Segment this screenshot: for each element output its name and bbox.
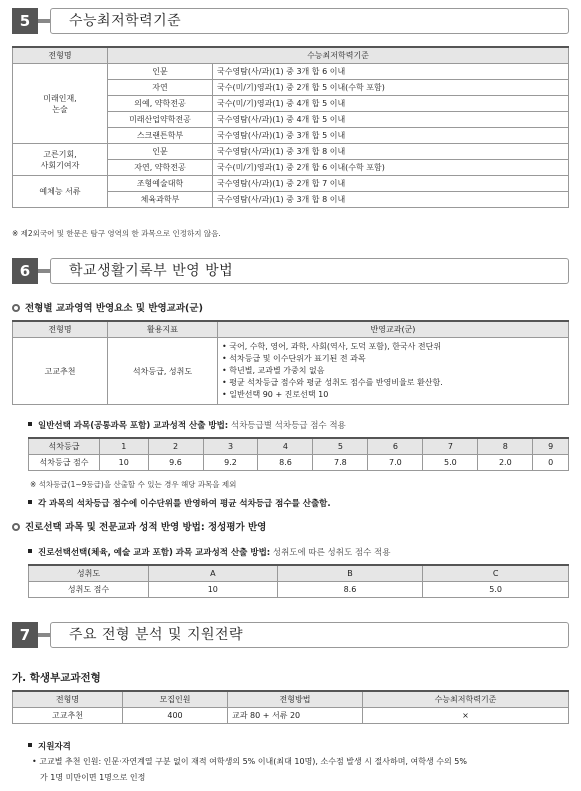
grade-score-cell: 5.0 xyxy=(423,455,478,471)
section-6-header xyxy=(12,258,569,284)
criteria-cell: 국수영탐(사/과)(1) 중 3개 합 5 이내 xyxy=(213,128,569,144)
note: ※ 석차등급(1~9등급)을 산출할 수 있는 경우 해당 과목을 제외 xyxy=(30,480,237,489)
grade-header: 3 xyxy=(203,438,258,455)
grade-score-cell: 2.0 xyxy=(478,455,533,471)
col-header: 모집인원 xyxy=(123,691,228,708)
criteria-cell: 국수영탐(사/과)(1) 중 3개 합 8 이내 xyxy=(213,192,569,208)
connector xyxy=(38,19,50,23)
grade-header: 7 xyxy=(423,438,478,455)
achievement-header: A xyxy=(149,565,278,582)
criteria-list-cell xyxy=(218,338,569,405)
criteria-cell: 국수영탐(사/과)(1) 중 3개 합 6 이내 xyxy=(213,64,569,80)
grade-score-cell: 10 xyxy=(100,455,149,471)
grade-header: 8 xyxy=(478,438,533,455)
grade-header: 6 xyxy=(368,438,423,455)
criteria-point: • 평균 석차등급 점수와 평균 성취도 점수를 반영비율로 환산함. xyxy=(222,378,443,387)
qualification-text: 가 1명 미만이면 1명으로 인정 xyxy=(40,773,146,782)
section-5-header xyxy=(12,8,569,34)
grade-header: 5 xyxy=(313,438,368,455)
grade-score-cell: 9.2 xyxy=(203,455,258,471)
table-row xyxy=(13,64,569,80)
criteria-point: • 국어, 수학, 영어, 과학, 사회(역사, 도덕 포함), 한국사 전단위 xyxy=(222,342,442,351)
col-header: 전형명 xyxy=(13,47,108,64)
col-header: 전형명 xyxy=(13,691,123,708)
track-cell: 체육과학부 xyxy=(108,192,213,208)
ring-icon xyxy=(12,304,20,312)
table-cell: × xyxy=(363,708,569,724)
track-cell: 자연 xyxy=(108,80,213,96)
qualification-title: 지원자격 xyxy=(28,740,71,752)
group-name-cell: 고른기회, 사회기여자 xyxy=(13,144,108,176)
table-cell: 고교추천 xyxy=(13,708,123,724)
achievement-score-table xyxy=(28,564,569,598)
group-name-cell: 예체능 서류 xyxy=(13,176,108,208)
col-header: 수능최저학력기준 xyxy=(363,691,569,708)
group-name-cell: 미래인재, 논술 xyxy=(13,64,108,144)
grade-score-cell: 7.8 xyxy=(313,455,368,471)
criteria-point: • 석차등급 및 이수단위가 표기된 전 과목 xyxy=(222,354,366,363)
grade-header: 1 xyxy=(100,438,149,455)
criteria-cell: 국수영탐(사/과)(1) 중 2개 합 7 이내 xyxy=(213,176,569,192)
achievement-score-cell: 8.6 xyxy=(277,582,423,598)
criteria-cell: 국수(미/기)영과(1) 중 4개 합 5 이내 xyxy=(213,96,569,112)
grade-header: 9 xyxy=(533,438,569,455)
track-cell: 자연, 약학전공 xyxy=(108,160,213,176)
col-header: 활용지표 xyxy=(108,321,218,338)
track-cell: 미래산업약학전공 xyxy=(108,112,213,128)
track-cell: 스크랜튼학부 xyxy=(108,128,213,144)
subsection-title: 전형별 교과영역 반영요소 및 반영교과(군) xyxy=(12,300,203,314)
method-bullet: 일반선택 과목(공통과목 포함) 교과성적 산출 방법: 석차등급별 석차등급 점수 적용 xyxy=(28,419,346,431)
min-score-table xyxy=(12,46,569,208)
grade-header: 2 xyxy=(148,438,203,455)
method-bullet: 각 과목의 석차등급 점수에 이수단위를 반영하여 평균 석차등급 점수를 산출함. xyxy=(28,497,331,509)
section-title: 수능최저학력기준 xyxy=(50,8,569,34)
col-header: 수능최저학력기준 xyxy=(108,47,569,64)
table-row xyxy=(13,144,569,160)
connector xyxy=(38,633,50,637)
row-label: 석차등급 점수 xyxy=(29,455,100,471)
row-label: 석차등급 xyxy=(29,438,100,455)
ring-icon xyxy=(12,523,20,531)
col-header: 전형명 xyxy=(13,321,108,338)
achievement-header: B xyxy=(277,565,423,582)
qualification-text: • 고교별 추천 인원: 인문·자연계열 구분 없이 재적 여학생의 5% 이내(최대 10명), 소수점 발생 시 절사하며, 여학생 수의 5% xyxy=(32,757,467,766)
section-7-header xyxy=(12,622,569,648)
section-number: 6 xyxy=(12,258,38,284)
section-title: 주요 전형 분석 및 지원전략 xyxy=(50,622,569,648)
note: ※ 제2외국어 및 한문은 탐구 영역의 한 과목으로 인정하지 않음. xyxy=(12,229,221,238)
criteria-point: • 학년별, 교과별 가중치 없음 xyxy=(222,366,325,375)
col-header: 반영교과(군) xyxy=(218,321,569,338)
section-title: 학교생활기록부 반영 방법 xyxy=(50,258,569,284)
criteria-cell: 국수(미/기)영과(1) 중 2개 합 6 이내(수학 포함) xyxy=(213,160,569,176)
criteria-cell: 국수영탐(사/과)(1) 중 4개 합 5 이내 xyxy=(213,112,569,128)
criteria-cell: 국수영탐(사/과)(1) 중 3개 합 8 이내 xyxy=(213,144,569,160)
subsection-title: 가. 학생부교과전형 xyxy=(12,672,101,684)
criteria-table xyxy=(12,320,569,405)
track-cell: 인문 xyxy=(108,144,213,160)
grade-score-cell: 8.6 xyxy=(258,455,313,471)
col-header: 전형방법 xyxy=(228,691,363,708)
table-cell: 고교추천 xyxy=(13,338,108,405)
section-number: 5 xyxy=(12,8,38,34)
grade-score-cell: 0 xyxy=(533,455,569,471)
achievement-header: C xyxy=(423,565,569,582)
subsection-title: 진로선택 과목 및 전문교과 성적 반영 방법: 정성평가 반영 xyxy=(12,519,266,533)
table-row xyxy=(13,176,569,192)
track-cell: 의예, 약학전공 xyxy=(108,96,213,112)
table-cell: 석차등급, 성취도 xyxy=(108,338,218,405)
table-cell: 400 xyxy=(123,708,228,724)
method-bullet: 진로선택선택(체육, 예술 교과 포함) 과목 교과성적 산출 방법: 성취도에 따른 성취도 점수 적용 xyxy=(28,546,390,558)
row-label: 성취도 점수 xyxy=(29,582,149,598)
track-cell: 조형예술대학 xyxy=(108,176,213,192)
achievement-score-cell: 5.0 xyxy=(423,582,569,598)
grade-score-cell: 9.6 xyxy=(148,455,203,471)
connector xyxy=(38,269,50,273)
grade-score-cell: 7.0 xyxy=(368,455,423,471)
criteria-cell: 국수(미/기)영과(1) 중 2개 합 5 이내(수학 포함) xyxy=(213,80,569,96)
track-cell: 인문 xyxy=(108,64,213,80)
grade-header: 4 xyxy=(258,438,313,455)
achievement-score-cell: 10 xyxy=(149,582,278,598)
section-number: 7 xyxy=(12,622,38,648)
grade-score-table xyxy=(28,437,569,471)
row-label: 성취도 xyxy=(29,565,149,582)
admission-table xyxy=(12,690,569,724)
table-cell: 교과 80 + 서류 20 xyxy=(228,708,363,724)
criteria-point: • 일반선택 90 + 진로선택 10 xyxy=(222,390,329,399)
